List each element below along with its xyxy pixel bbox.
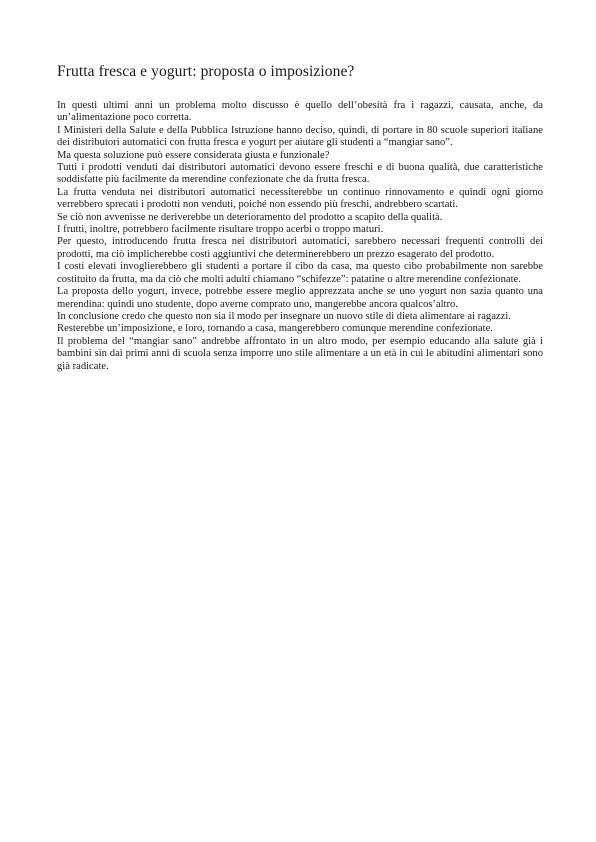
- paragraph-12: Resterebbe un’imposizione, e loro, tornando a casa, mangerebbero comunque merendine confezionate.: [57, 323, 493, 335]
- paragraph-7: I frutti, inoltre, potrebbero facilmente risultare troppo acerbi o troppo maturi.: [57, 224, 384, 236]
- paragraph-9: I costi elevati invoglierebbero gli studenti a portare il cibo da casa, ma questo cibo probabilmente non sarebbe costituito da frutta, ma da ciò che molti adulti chiamano “schifezze”: patatine o altre merendine confezionate.: [57, 261, 543, 285]
- paragraph-3: Ma questa soluzione può essere considerata giusta e funzionale?: [57, 149, 330, 161]
- paragraph-10: La proposta dello yogurt, invece, potrebbe essere meglio apprezzata anche se uno yogurt non sazia quanto una merendina: quindi uno studente, dopo averne comprato uno, mangerebbe ancora qualcos’altro.: [57, 286, 543, 310]
- paragraph-5: La frutta venduta nei distributori automatici necessiterebbe un continuo rinnovamento e quindi ogni giorno verrebbero sprecati i prodotti non venduti, poiché non essendo più freschi, andrebbero scartati.: [57, 186, 543, 211]
- document-title: Frutta fresca e yogurt: proposta o imposizione?: [57, 63, 355, 80]
- paragraph-13: Il problema del “mangiar sano” andrebbe affrontato in un altro modo, per esempio educando alla salute già i bambini sin dai primi anni di scuola senza imporre uno stile alimentare a un età in cui le abitudini alimentari sono già radicate.: [57, 335, 543, 372]
- paragraph-11: In conclusione credo che questo non sia il modo per insegnare un nuovo stile di dieta alimentare ai ragazzi.: [57, 310, 511, 322]
- paragraph-4: Tutti i prodotti venduti dai distributori automatici devono essere freschi e di buona qualità, due caratteristiche soddisfatte più facilmente da merendine confezionate che da frutta fresca.: [57, 162, 543, 186]
- paragraph-6: Se ciò non avvenisse ne deriverebbe un deterioramento del prodotto a scapito della qualità.: [57, 211, 443, 223]
- paragraph-2: I Ministeri della Salute e della Pubblica Istruzione hanno deciso, quindi, di portare in 80 scuole superiori italiane dei distributori automatici con frutta fresca e yogurt per aiutare gli studenti a “mangiar sano”.: [57, 124, 543, 149]
- paragraph-1: In questi ultimi anni un problema molto discusso è quello dell’obesità fra i ragazzi, causata, anche, da un’alimentazione poco corretta.: [57, 100, 543, 124]
- paragraph-8: Per questo, introducendo frutta fresca nei distributori automatici, sarebbero necessari frequenti controlli dei prodotti, ma ciò implicherebbe costi aggiuntivi che determinerebbero un prezzo esagerato del prodotto.: [57, 236, 543, 260]
- document-body: [57, 100, 543, 373]
- document-page: [57, 62, 543, 373]
